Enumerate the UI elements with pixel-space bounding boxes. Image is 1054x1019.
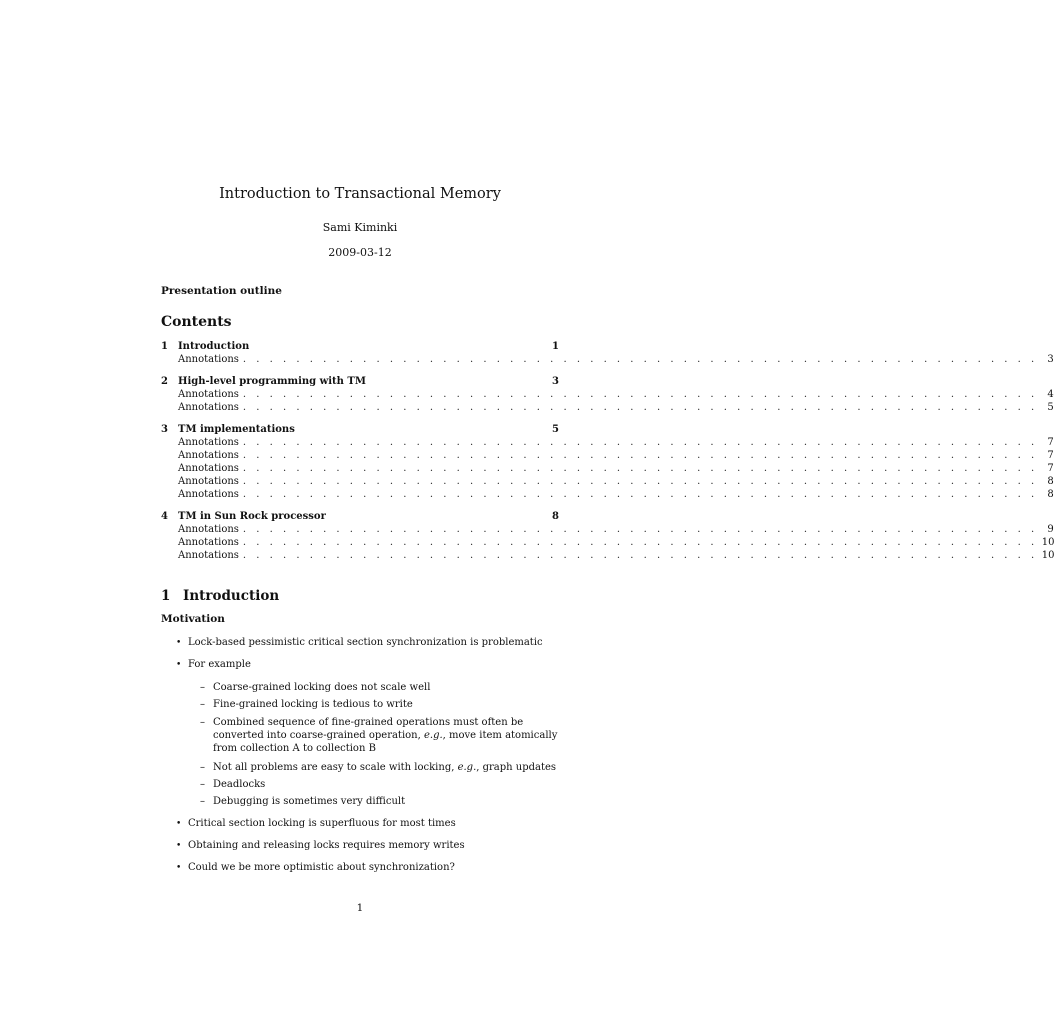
dash-icon: – (200, 796, 205, 807)
toc-entry-row[interactable] (161, 353, 1054, 366)
toc-section-title: Introduction (178, 341, 250, 352)
toc-section-title: High-level programming with TM (178, 376, 366, 387)
toc-leader-dots: . . . . . . . . . . . . . . . . . . . . . . . . . . . . . . . . . . . . . . . . . . . . . . . . . . . . . . . . . . . . (242, 354, 1038, 365)
section-number: 1 (161, 588, 171, 604)
toc-entry-label: Annotations (178, 402, 239, 413)
page-number: 1 (356, 902, 364, 914)
toc-section-row[interactable] (161, 340, 559, 353)
toc-section-number: 2 (161, 376, 168, 387)
toc-entry-page: 10 (1041, 550, 1054, 561)
subsection-heading: Motivation (161, 613, 225, 625)
bullet-icon: • (176, 863, 182, 873)
toc-section (161, 375, 1054, 414)
bullet-icon: • (176, 638, 182, 648)
toc-entry-page: 5 (1047, 402, 1054, 413)
toc-entry-page: 7 (1047, 437, 1054, 448)
toc-entry-label: Annotations (178, 537, 239, 548)
toc-section-number: 1 (161, 341, 168, 352)
toc-entry-row[interactable] (161, 449, 1054, 462)
toc-entry-label: Annotations (178, 450, 239, 461)
toc-section-title: TM in Sun Rock processor (178, 511, 326, 522)
toc-entry-page: 10 (1041, 537, 1054, 548)
presentation-outline-heading: Presentation outline (161, 285, 282, 297)
toc-section-page: 3 (552, 376, 559, 387)
toc-section-page: 8 (552, 511, 559, 522)
sub-item: – Coarse-grained locking does not scale well (200, 682, 431, 693)
bullet-icon: • (176, 660, 182, 670)
section-title: Introduction (183, 588, 280, 604)
bullet-icon: • (176, 841, 182, 851)
toc-leader-dots: . . . . . . . . . . . . . . . . . . . . . . . . . . . . . . . . . . . . . . . . . . . . . . . . . . . . . . . . . . . . (242, 437, 1038, 448)
sub-item: – Deadlocks (200, 779, 266, 790)
bullet-item: • Could we be more optimistic about synchronization? (176, 862, 455, 873)
toc-section-page: 1 (552, 341, 559, 352)
author: Sami Kiminki (322, 221, 398, 234)
dash-icon: – (200, 717, 205, 728)
section-heading (161, 588, 279, 604)
date: 2009-03-12 (328, 246, 392, 259)
sub-item: – Not all problems are easy to scale with locking, e.g., graph updates (200, 762, 557, 773)
toc-entry-label: Annotations (178, 463, 239, 474)
bullet-item: • For example (176, 659, 251, 670)
bullet-item: • Obtaining and releasing locks requires memory writes (176, 840, 465, 851)
toc-entry-page: 7 (1047, 450, 1054, 461)
toc-leader-dots: . . . . . . . . . . . . . . . . . . . . . . . . . . . . . . . . . . . . . . . . . . . . . . . . . . . . . . . . . . . . (242, 463, 1038, 474)
toc-section-row[interactable] (161, 510, 559, 523)
toc-entry-row[interactable] (161, 523, 1054, 536)
contents-heading: Contents (161, 314, 232, 330)
toc-entry-row[interactable] (161, 462, 1054, 475)
toc-entry-page: 7 (1047, 463, 1054, 474)
sub-item: – Fine-grained locking is tedious to write (200, 699, 413, 710)
toc-entry-page: 4 (1047, 389, 1054, 400)
dash-icon: – (200, 699, 205, 710)
toc-entry-label: Annotations (178, 389, 239, 400)
toc-entry-row[interactable] (161, 488, 1054, 501)
bullet-item: • Critical section locking is superfluous for most times (176, 818, 456, 829)
toc-section-number: 4 (161, 511, 168, 522)
toc-entry-row[interactable] (161, 536, 1054, 549)
toc-leader-dots: . . . . . . . . . . . . . . . . . . . . . . . . . . . . . . . . . . . . . . . . . . . . . . . . . . . . . . . . . . . . (242, 537, 1038, 548)
bullet-icon: • (176, 819, 182, 829)
toc-leader-dots: . . . . . . . . . . . . . . . . . . . . . . . . . . . . . . . . . . . . . . . . . . . . . . . . . . . . . . . . . . . . (242, 489, 1038, 500)
toc-entry-row[interactable] (161, 475, 1054, 488)
toc-entry-row[interactable] (161, 401, 1054, 414)
bullet-item: • Lock-based pessimistic critical section synchronization is problematic (176, 637, 543, 648)
toc-section-row[interactable] (161, 423, 559, 436)
toc-section (161, 510, 1054, 562)
toc-leader-dots: . . . . . . . . . . . . . . . . . . . . . . . . . . . . . . . . . . . . . . . . . . . . . . . . . . . . . . . . . . . . (242, 450, 1038, 461)
toc-entry-label: Annotations (178, 354, 239, 365)
toc-leader-dots: . . . . . . . . . . . . . . . . . . . . . . . . . . . . . . . . . . . . . . . . . . . . . . . . . . . . . . . . . . . . (242, 402, 1038, 413)
toc-leader-dots: . . . . . . . . . . . . . . . . . . . . . . . . . . . . . . . . . . . . . . . . . . . . . . . . . . . . . . . . . . . . (242, 524, 1038, 535)
document-title: Introduction to Transactional Memory (219, 186, 501, 202)
toc-entry-label: Annotations (178, 437, 239, 448)
table-of-contents (161, 340, 1054, 571)
toc-leader-dots: . . . . . . . . . . . . . . . . . . . . . . . . . . . . . . . . . . . . . . . . . . . . . . . . . . . . . . . . . . . . (242, 550, 1038, 561)
toc-leader-dots: . . . . . . . . . . . . . . . . . . . . . . . . . . . . . . . . . . . . . . . . . . . . . . . . . . . . . . . . . . . . (242, 389, 1038, 400)
toc-entry-label: Annotations (178, 550, 239, 561)
toc-entry-label: Annotations (178, 476, 239, 487)
toc-entry-page: 9 (1047, 524, 1054, 535)
toc-entry-label: Annotations (178, 489, 239, 500)
sub-item: – Combined sequence of fine-grained operations must often be converted into coarse-grained operation, e.g., move item atomically from collection A to collection B (200, 717, 558, 754)
dash-icon: – (200, 682, 205, 693)
dash-icon: – (200, 762, 205, 773)
sub-item: – Debugging is sometimes very difficult (200, 796, 406, 807)
toc-entry-row[interactable] (161, 549, 1054, 562)
toc-section-page: 5 (552, 424, 559, 435)
toc-entry-page: 8 (1047, 489, 1054, 500)
toc-section (161, 423, 1054, 501)
toc-leader-dots: . . . . . . . . . . . . . . . . . . . . . . . . . . . . . . . . . . . . . . . . . . . . . . . . . . . . . . . . . . . . (242, 476, 1038, 487)
toc-entry-row[interactable] (161, 388, 1054, 401)
toc-entry-label: Annotations (178, 524, 239, 535)
dash-icon: – (200, 779, 205, 790)
toc-section (161, 340, 1054, 366)
toc-section-number: 3 (161, 424, 168, 435)
toc-entry-page: 3 (1047, 354, 1054, 365)
toc-entry-page: 8 (1047, 476, 1054, 487)
toc-section-row[interactable] (161, 375, 559, 388)
toc-entry-row[interactable] (161, 436, 1054, 449)
toc-section-title: TM implementations (178, 424, 295, 435)
